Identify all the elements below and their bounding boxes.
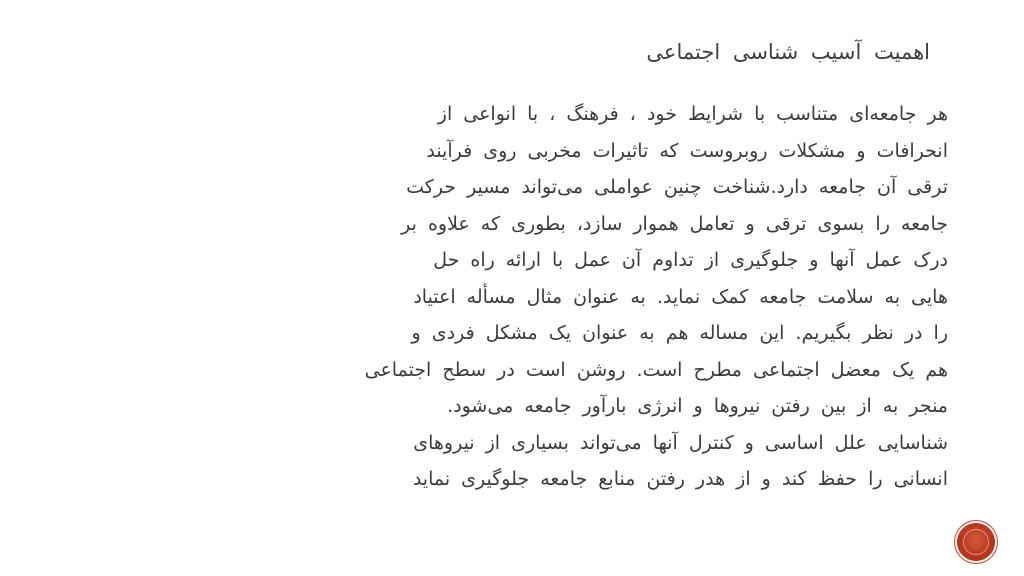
body-line: شناسایی علل اساسی و کنترل آنها می‌تواند بسیاری از نیروهای bbox=[413, 431, 948, 454]
body-line: را در نظر بگیریم. این مساله هم به عنوان یک مشکل فردی و bbox=[411, 322, 948, 344]
body-line: جامعه را بسوی ترقی و تعامل هموار سازد، بطوری که علاوه بر bbox=[401, 212, 948, 235]
body-line: درک عمل آنها و جلوگیری از تداوم آن عمل با ارائه راه حل bbox=[433, 249, 948, 271]
slide-title: اهمیت آسیب شناسی اجتماعی bbox=[646, 40, 930, 64]
body-line: هر جامعه‌ای متناسب با شرایط خود ، فرهنگ ، با انواعی از bbox=[437, 103, 948, 125]
body-line: هم یک معضل اجتماعی مطرح است. روشن است در سطح اجتماعی bbox=[364, 358, 948, 381]
slide-body-text bbox=[68, 96, 948, 498]
body-line: ترقی آن جامعه دارد.شناخت چنین عواملی می‌تواند مسیر حرکت bbox=[406, 176, 948, 198]
body-line: منجر به از بین رفتن نیروها و انرژی بارآور جامعه می‌شود. bbox=[447, 395, 948, 417]
body-line: انسانی را حفظ کند و از هدر رفتن منابع جامعه جلوگیری نماید bbox=[412, 468, 948, 490]
slide-nav-button[interactable] bbox=[957, 523, 995, 561]
body-line: هایی به سلامت جامعه کمک نماید. به عنوان مثال مسأله اعتیاد bbox=[413, 285, 948, 308]
nav-button-icon bbox=[963, 529, 989, 555]
body-line: انحرافات و مشکلات روبروست که تاثیرات مخربی روی فرآیند bbox=[426, 139, 948, 162]
